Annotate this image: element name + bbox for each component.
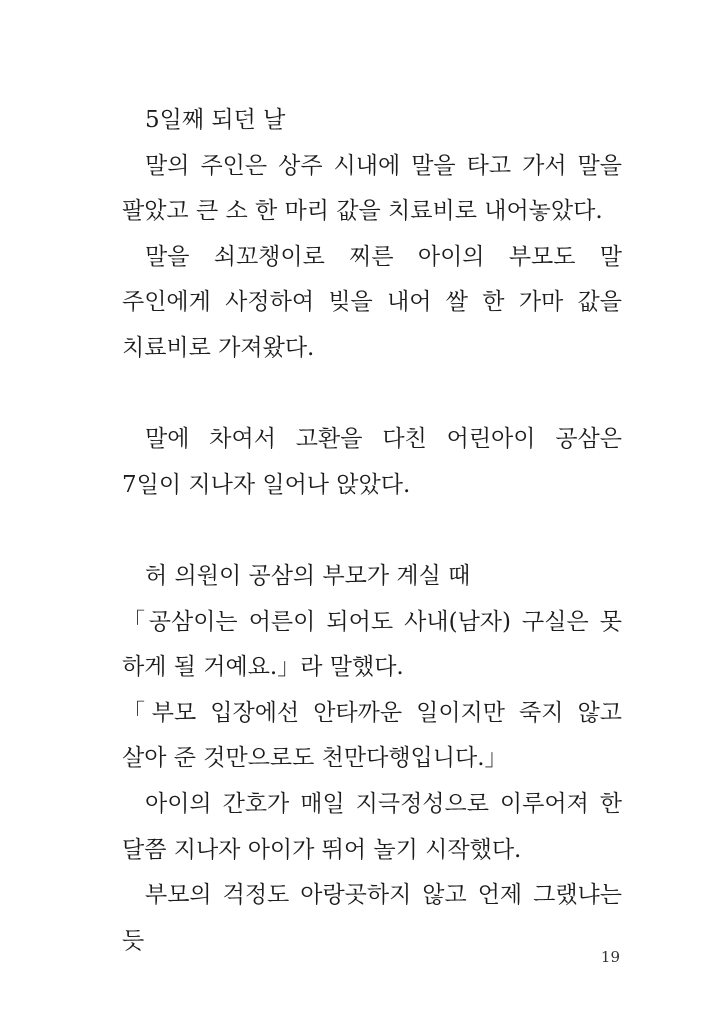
paragraph-spacer [122, 372, 622, 418]
paragraph-day-five: 5일째 되던 날 [145, 107, 286, 133]
page-number: 19 [600, 948, 620, 966]
paragraph-spacer [122, 508, 622, 554]
quote-doctor: 「공삼이는 어른이 되어도 사내(남자) 구실은 못 하게 될 거예요.」라 말했다. [122, 608, 622, 681]
body-text [122, 98, 622, 964]
paragraph-parents-payment: 말을 쇠꼬챙이로 찌른 아이의 부모도 말 주인에게 사정하여 빚을 내어 쌀 한 가마 값을 치료비로 가져왔다. [122, 243, 622, 361]
paragraph-nursing: 아이의 간호가 매일 지극정성으로 이루어져 한 달쯤 지나자 아이가 뛰어 놀기 시작했다. [122, 790, 622, 863]
paragraph-doctor-heo: 허 의원이 공삼의 부모가 계실 때 [145, 562, 471, 589]
quote-parents: 「부모 입장에선 안타까운 일이지만 죽지 않고 살아 준 것만으로도 천만다행입니다.」 [122, 699, 622, 772]
paragraph-parents-worry: 부모의 걱정도 아랑곳하지 않고 언제 그랬냐는 듯 [122, 882, 622, 954]
paragraph-horse-owner: 말의 주인은 상주 시내에 말을 타고 가서 말을 팔았고 큰 소 한 마리 값을 치료비로 내어놓았다. [122, 152, 622, 225]
paragraph-gongsam-recovery: 말에 차여서 고환을 다친 어린아이 공삼은 7일이 지나자 일어나 앉았다. [122, 426, 622, 498]
